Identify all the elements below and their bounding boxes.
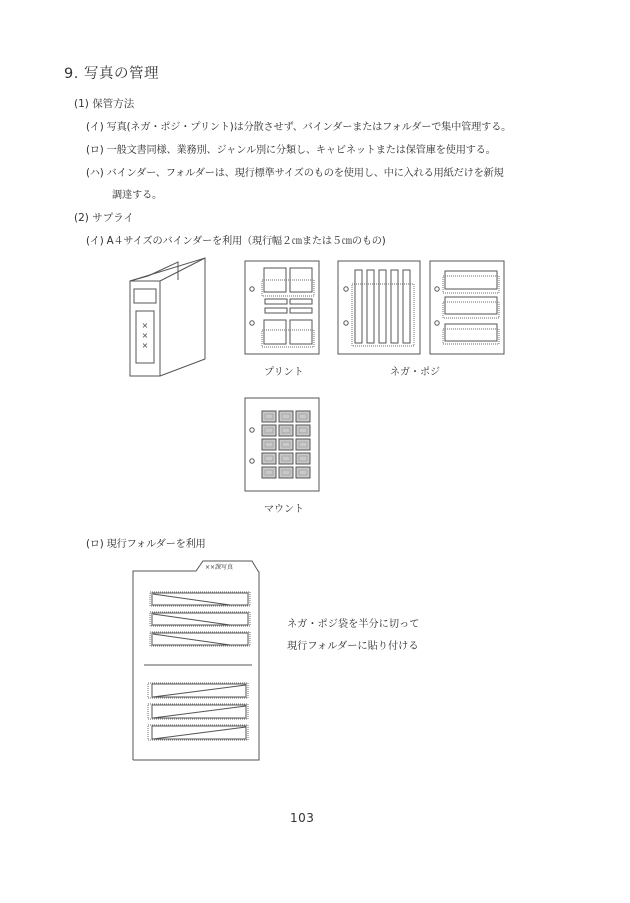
item-text: 現行フォルダーを利用	[106, 539, 206, 550]
subsection-label: (1)	[74, 98, 89, 110]
item-text: 一般文書同様、業務別、ジャンル別に分類し、キャビネットまたは保管庫を使用する。	[106, 145, 496, 156]
item-text: バインダー、フォルダーは、現行標準サイズのものを使用し、中に入れる用紙だけを新規	[106, 168, 504, 179]
print-sheet-label: プリント	[264, 367, 304, 378]
page-number: 103	[290, 811, 315, 825]
folder-tab-label: ××課写真	[205, 564, 234, 571]
item-marker: (イ)	[86, 122, 104, 133]
item-text: A４サイズのバインダーを利用（現行幅２㎝または５㎝のもの)	[106, 236, 386, 247]
item-marker: (ハ)	[86, 168, 104, 179]
item-marker: (ロ)	[86, 145, 104, 156]
item-text: 写真(ネガ・ポジ・プリント)は分散させず、バインダーまたはフォルダーで集中管理する。	[106, 122, 512, 133]
section-title: 写真の管理	[83, 66, 159, 82]
svg-text:×: ×	[141, 331, 149, 340]
subsection-label: (2)	[74, 212, 89, 224]
mount-sheet-label: マウント	[264, 504, 304, 515]
subsection-title: サプライ	[92, 212, 134, 224]
folder-note-line-2: 現行フォルダーに貼り付ける	[287, 641, 419, 652]
list-item-continuation: 調達する。	[112, 190, 162, 201]
folder-note-line-1: ネガ・ポジ袋を半分に切って	[287, 619, 420, 630]
item-marker: (イ)	[86, 236, 104, 247]
item-marker: (ロ)	[86, 539, 104, 550]
svg-text:×: ×	[141, 341, 149, 350]
subsection-title: 保管方法	[92, 98, 135, 110]
nega-posi-label: ネガ・ポジ	[390, 367, 440, 378]
section-number: 9.	[64, 66, 79, 82]
svg-text:×: ×	[141, 321, 149, 330]
